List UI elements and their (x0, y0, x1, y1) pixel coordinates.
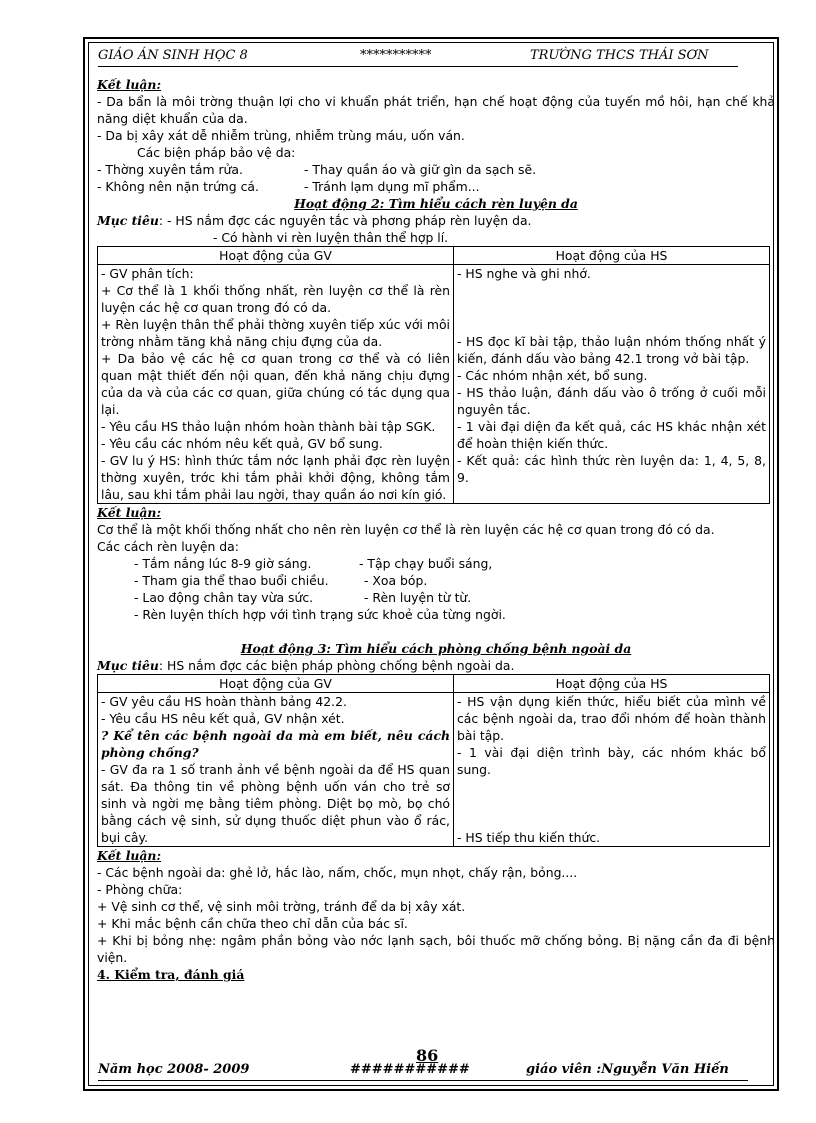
list-item: + Rèn luyện thân thể phải thờng xuyên tiếp xúc với môi trờng nhằm tăng khả năng chịu đựng của da. (101, 317, 450, 349)
list-item: - GV đa ra 1 số tranh ảnh về bệnh ngoài da để HS quan sát. Đa thông tin về phòng bệnh uốn ván cho trẻ sơ sinh và ngời mẹ bằng tiêm phòng. Diệt bọ mò, bọ chó bằng cách vệ sinh, sử dụng thuốc diệt phun vào ổ rác, bụi cây. (101, 762, 450, 845)
objective-label: Mục tiêu (97, 658, 159, 673)
objective-text: : - HS nắm đợc các nguyên tắc và phơng pháp rèn luyện da. (158, 213, 532, 228)
document-body (97, 76, 775, 983)
activity-2-title: Hoạt động 2: Tìm hiểu cách rèn luyện da (294, 196, 578, 211)
objective-text: : HS nắm đợc các biện pháp phòng chống bệnh ngoài da. (158, 658, 515, 673)
objective-label: Mục tiêu (97, 213, 159, 228)
list-item: - Các nhóm nhận xét, bổ sung. (457, 368, 648, 383)
list-item: - HS tiếp thu kiến thức. (457, 830, 601, 845)
list-item: - Rèn luyện thích hợp với tình trạng sức khoẻ của từng ngời. (134, 607, 506, 622)
footer-hashes: ########### (350, 1062, 470, 1077)
list-item: - Kết quả: các hình thức rèn luyện da: 1, 4, 5, 8, 9. (457, 453, 766, 485)
list-item: - Lao động chân tay vừa sức. (134, 590, 314, 605)
question: ? Kể tên các bệnh ngoài da mà em biết, nêu cách phòng chống? (101, 728, 450, 760)
footer-school-year: Năm học 2008- 2009 (98, 1062, 250, 1077)
paragraph: - Các bệnh ngoài da: ghẻ lở, hắc lào, nấm, chốc, mụn nhọt, chấy rận, bỏng.... (97, 865, 578, 880)
paragraph: Cơ thể là một khối thống nhất cho nên rèn luyện cơ thể là rèn luyện các hệ cơ quan trong đó có da. (97, 522, 715, 537)
page-header (98, 48, 738, 67)
column-header-gv: Hoạt động của GV (98, 247, 454, 265)
list-item: - GV phân tích: (101, 266, 194, 281)
list-item: - Thờng xuyên tắm rửa. (97, 162, 243, 177)
list-item: - HS đọc kĩ bài tập, thảo luận nhóm thống nhất ý kiến, đánh dấu vào bảng 42.1 trong vở bài tập. (457, 334, 766, 366)
student-activities (454, 265, 770, 504)
conclusion-heading: Kết luận: (97, 848, 162, 863)
list-item: - 1 vài đại diện trình bày, các nhóm khác bổ sung. (457, 745, 766, 777)
list-item: - Xoa bóp. (364, 573, 428, 588)
paragraph: Các cách rèn luyện da: (97, 539, 239, 554)
footer-teacher: giáo viên :Nguyễn Văn Hiến (526, 1062, 729, 1077)
section-heading: 4. Kiểm tra, đánh giá (97, 967, 245, 982)
column-header-gv: Hoạt động của GV (98, 675, 454, 693)
list-item: + Da bảo vệ các hệ cơ quan trong cơ thể và có liên quan mật thiết đến nội quan, đến khả năng chịu đựng của da và của các cơ quan, giữa chúng có tác dụng qua lại. (101, 351, 450, 417)
paragraph: - Da bẩn là môi trờng thuận lợi cho vi khuẩn phát triển, hạn chế hoạt động của tuyến mồ hôi, hạn chế khả năng diệt khuẩn của da. (97, 94, 775, 126)
objective-text: - Có hành vi rèn luyện thân thể hợp lí. (213, 230, 449, 245)
list-item: - Yêu cầu HS nêu kết quả, GV nhận xét. (101, 711, 345, 726)
activity-3-table (97, 674, 770, 847)
paragraph: + Khi bị bỏng nhẹ: ngâm phần bỏng vào nớc lạnh sạch, bôi thuốc mỡ chống bỏng. Bị nặng cần đa đi bệnh viện. (97, 933, 775, 965)
paragraph: - Phòng chữa: (97, 882, 183, 897)
list-item: - 1 vài đại diện đa kết quả, các HS khác nhận xét để hoàn thiện kiến thức. (457, 419, 766, 451)
paragraph: Các biện pháp bảo vệ da: (137, 145, 296, 160)
list-item: - Tham gia thể thao buổi chiều. (134, 573, 329, 588)
paragraph: + Vệ sinh cơ thể, vệ sinh môi trờng, tránh để da bị xây xát. (97, 899, 466, 914)
list-item: - Rèn luyện từ từ. (364, 590, 472, 605)
list-item: - GV lu ý HS: hình thức tắm nớc lạnh phải đợc rèn luyện thờng xuyên, trớc khi tắm phải khởi động, không tắm lâu, sau khi tắm phải lau ngời, thay quần áo nơi kín gió. (101, 453, 450, 502)
teacher-activities (98, 265, 454, 504)
list-item: - Tập chạy buổi sáng, (359, 556, 493, 571)
list-item: - HS thảo luận, đánh dấu vào ô trống ở cuối mỗi nguyên tắc. (457, 385, 766, 417)
list-item: - HS nghe và ghi nhớ. (457, 266, 591, 281)
list-item: + Cơ thể là 1 khối thống nhất, rèn luyện cơ thể là rèn luyện các hệ cơ quan trong đó có da. (101, 283, 450, 315)
page-number: 86 (416, 1046, 439, 1065)
conclusion-heading: Kết luận: (97, 505, 162, 520)
list-item: - HS vận dụng kiến thức, hiểu biết của mình về các bệnh ngoài da, trao đổi nhóm để hoàn thành bài tập. (457, 694, 766, 743)
header-subject: GIÁO ÁN SINH HỌC 8 (98, 48, 248, 63)
paragraph: + Khi mắc bệnh cần chữa theo chỉ dẫn của bác sĩ. (97, 916, 408, 931)
page-footer (98, 1062, 748, 1081)
column-header-hs: Hoạt động của HS (454, 247, 770, 265)
list-item: - Không nên nặn trứng cá. (97, 179, 259, 194)
conclusion-heading: Kết luận: (97, 77, 162, 92)
activity-2-table (97, 246, 770, 504)
header-school: TRƯỜNG THCS THÁI SƠN (530, 48, 709, 63)
list-item: - Tránh lạm dụng mĩ phẩm... (304, 179, 480, 194)
list-item: - Tắm nắng lúc 8-9 giờ sáng. (134, 556, 312, 571)
activity-3-title: Hoạt động 3: Tìm hiểu cách phòng chống bệnh ngoài da (240, 641, 632, 656)
paragraph: - Da bị xây xát dễ nhiễm trùng, nhiễm trùng máu, uốn ván. (97, 128, 465, 143)
header-stars: *********** (360, 48, 432, 63)
teacher-activities (98, 693, 454, 847)
list-item: - Thay quần áo và giữ gìn da sạch sẽ. (304, 162, 537, 177)
student-activities (454, 693, 770, 847)
list-item: - GV yêu cầu HS hoàn thành bảng 42.2. (101, 694, 347, 709)
list-item: - Yêu cầu các nhóm nêu kết quả, GV bổ sung. (101, 436, 383, 451)
column-header-hs: Hoạt động của HS (454, 675, 770, 693)
list-item: - Yêu cầu HS thảo luận nhóm hoàn thành bài tập SGK. (101, 419, 436, 434)
